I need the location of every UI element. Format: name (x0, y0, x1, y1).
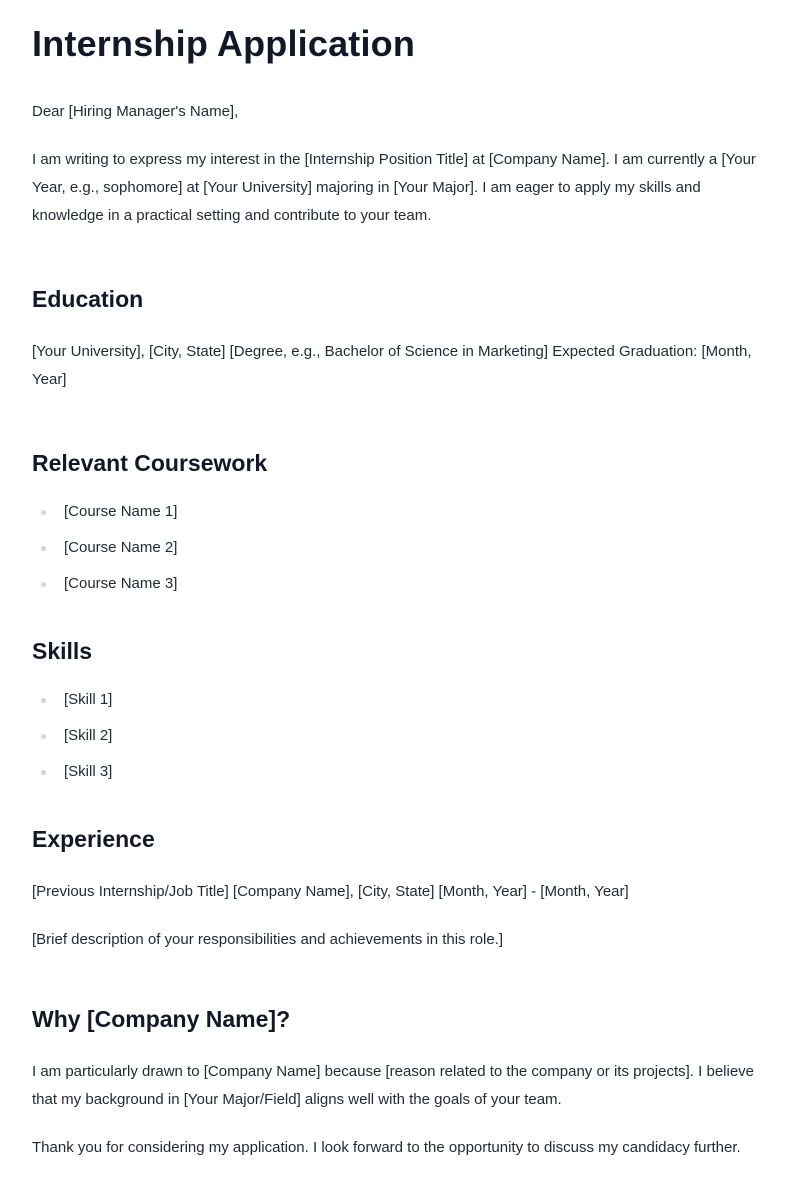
coursework-list (32, 502, 768, 594)
coursework-item: [Course Name 2] (32, 538, 768, 558)
experience-description: [Brief description of your responsibilities and achievements in this role.] (32, 931, 504, 948)
skill-item: [Skill 3] (32, 762, 768, 782)
greeting-text: Dear [Hiring Manager's Name], (32, 103, 239, 120)
why-company-text: I am particularly drawn to [Company Name] because [reason related to the company or its projects]. I believe that my background in [Your Major/Field] aligns well with the goals of your team. (32, 1063, 755, 1108)
education-text: [Your University], [City, State] [Degree, e.g., Bachelor of Science in Marketing] Expected Graduation: [Month, Year] (32, 343, 752, 388)
coursework-item: [Course Name 1] (32, 502, 768, 522)
coursework-heading: Relevant Coursework (32, 450, 268, 476)
coursework-item: [Course Name 3] (32, 574, 768, 594)
experience-heading: Experience (32, 826, 155, 852)
closing-paragraph: Thank you for considering my application. I look forward to the opportunity to discuss my candidacy further. (32, 1139, 741, 1156)
skill-item: [Skill 2] (32, 726, 768, 746)
experience-summary: [Previous Internship/Job Title] [Company Name], [City, State] [Month, Year] - [Month, Year] (32, 883, 629, 900)
skills-list (32, 690, 768, 782)
intro-paragraph: I am writing to express my interest in the [Internship Position Title] at [Company Name]. I am currently a [Your Year, e.g., sophomore] at [Your University] majoring in [Your Major]. I am eager to apply my skills and knowledge in a practical setting and contribute to your team. (32, 151, 756, 224)
page-title: Internship Application (32, 23, 416, 64)
skill-item: [Skill 1] (32, 690, 768, 710)
education-heading: Education (32, 286, 144, 312)
why-company-heading: Why [Company Name]? (32, 1006, 291, 1032)
skills-heading: Skills (32, 638, 93, 664)
